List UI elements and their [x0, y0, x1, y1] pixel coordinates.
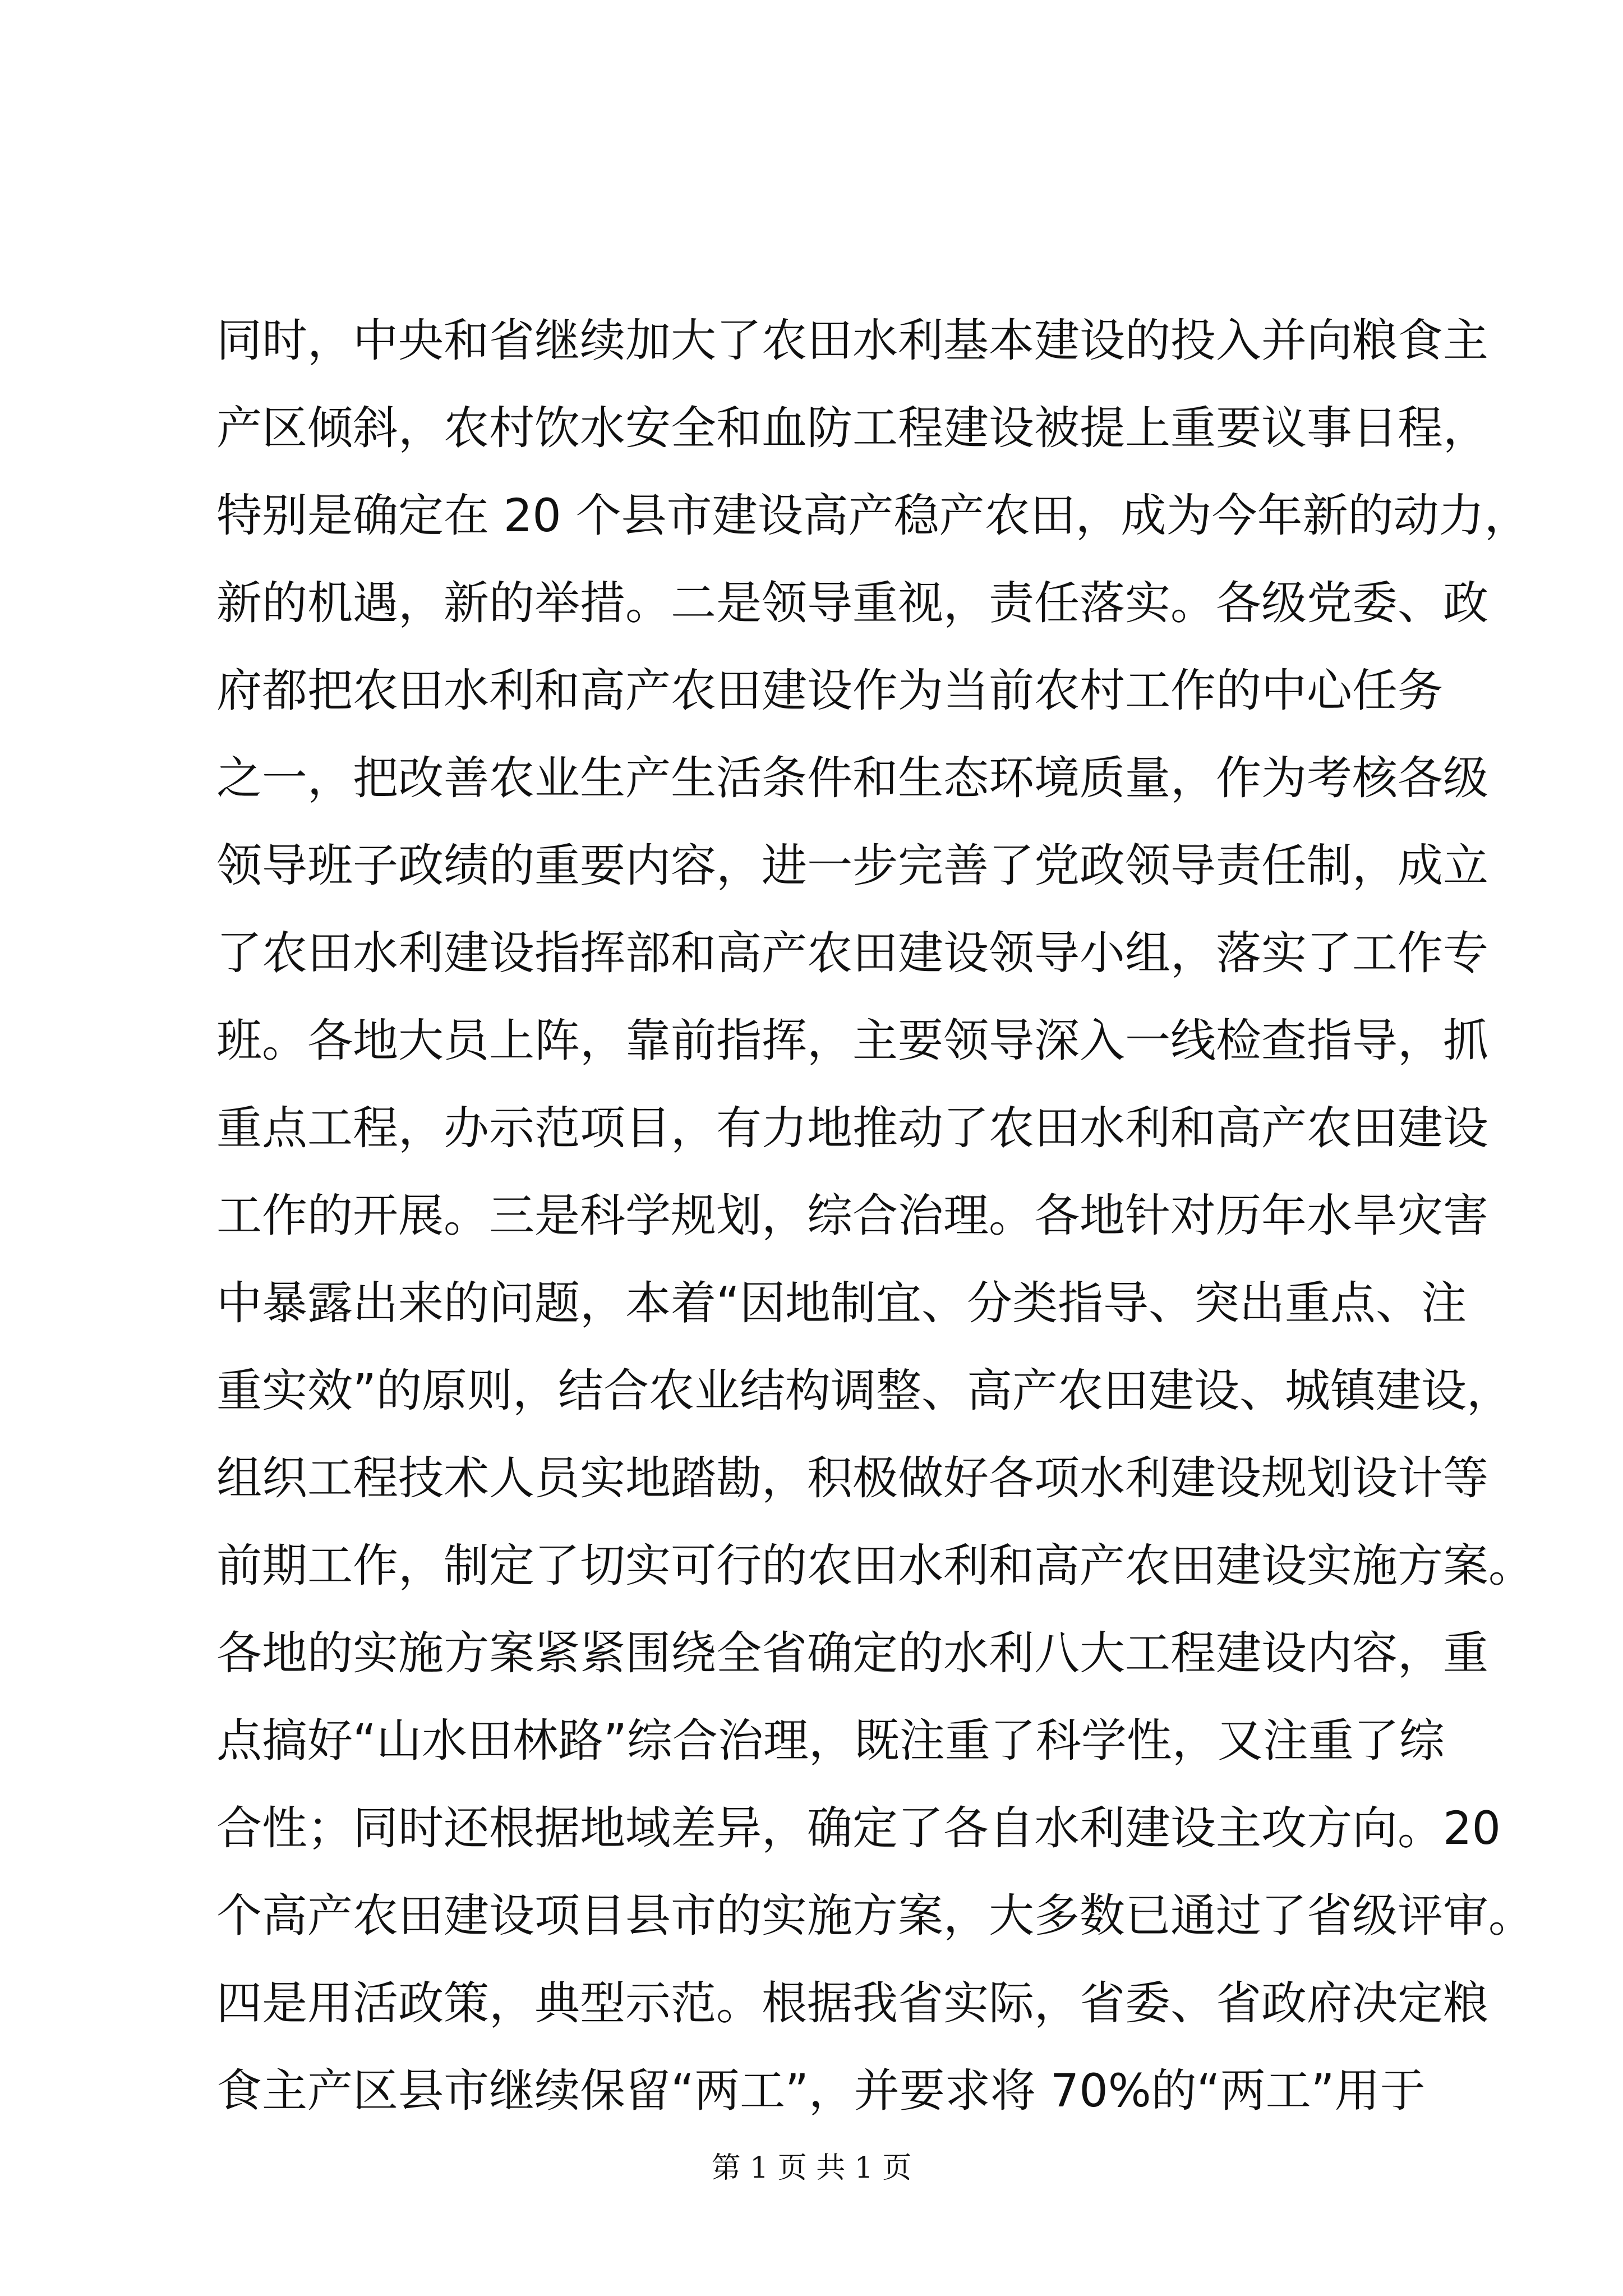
text-line: 重点工程，办示范项目，有力地推动了农田水利和高产农田建设	[216, 1102, 1489, 1155]
text-line: 领导班子政绩的重要内容，进一步完善了党政领导责任制，成立	[216, 840, 1489, 892]
text-line: 各地的实施方案紧紧围绕全省确定的水利八大工程建设内容，重	[216, 1627, 1489, 1680]
text-line: 产区倾斜，农村饮水安全和血防工程建设被提上重要议事日程，	[216, 402, 1489, 455]
text-line: 点搞好“山水田林路”综合治理，既注重了科学性，又注重了综	[216, 1715, 1445, 1768]
text-line: 前期工作，制定了切实可行的农田水利和高产农田建设实施方案。	[216, 1540, 1534, 1593]
text-line: 个高产农田建设项目县市的实施方案，大多数已通过了省级评审。	[216, 1890, 1534, 1943]
text-line: 班。各地大员上阵，靠前指挥，主要领导深入一线检查指导，抓	[216, 1015, 1489, 1068]
text-line: 食主产区县市继续保留“两工”，并要求将 70%的“两工”用于	[216, 2065, 1426, 2118]
text-line: 合性；同时还根据地域差异，确定了各自水利建设主攻方向。20	[216, 1802, 1501, 1855]
body-text	[216, 297, 1534, 2135]
text-line: 重实效”的原则，结合农业结构调整、高产农田建设、城镇建设，	[216, 1365, 1512, 1418]
text-line: 府都把农田水利和高产农田建设作为当前农村工作的中心任务	[216, 665, 1444, 717]
text-line: 四是用活政策，典型示范。根据我省实际，省委、省政府决定粮	[216, 1977, 1489, 2030]
page-footer: 第 1 页 共 1 页	[711, 2151, 912, 2185]
text-line: 之一，把改善农业生产生活条件和生态环境质量，作为考核各级	[216, 752, 1489, 805]
text-line: 了农田水利建设指挥部和高产农田建设领导小组，落实了工作专	[216, 927, 1489, 980]
text-line: 中暴露出来的问题，本着“因地制宜、分类指导、突出重点、注	[216, 1277, 1467, 1330]
text-line: 同时，中央和省继续加大了农田水利基本建设的投入并向粮食主	[216, 315, 1489, 367]
text-line: 组织工程技术人员实地踏勘，积极做好各项水利建设规划设计等	[216, 1452, 1489, 1505]
text-line: 特别是确定在 20 个县市建设高产稳产农田，成为今年新的动力，	[216, 490, 1530, 542]
text-line: 新的机遇，新的举措。二是领导重视，责任落实。各级党委、政	[216, 577, 1489, 630]
text-line: 工作的开展。三是科学规划，综合治理。各地针对历年水旱灾害	[216, 1190, 1489, 1243]
